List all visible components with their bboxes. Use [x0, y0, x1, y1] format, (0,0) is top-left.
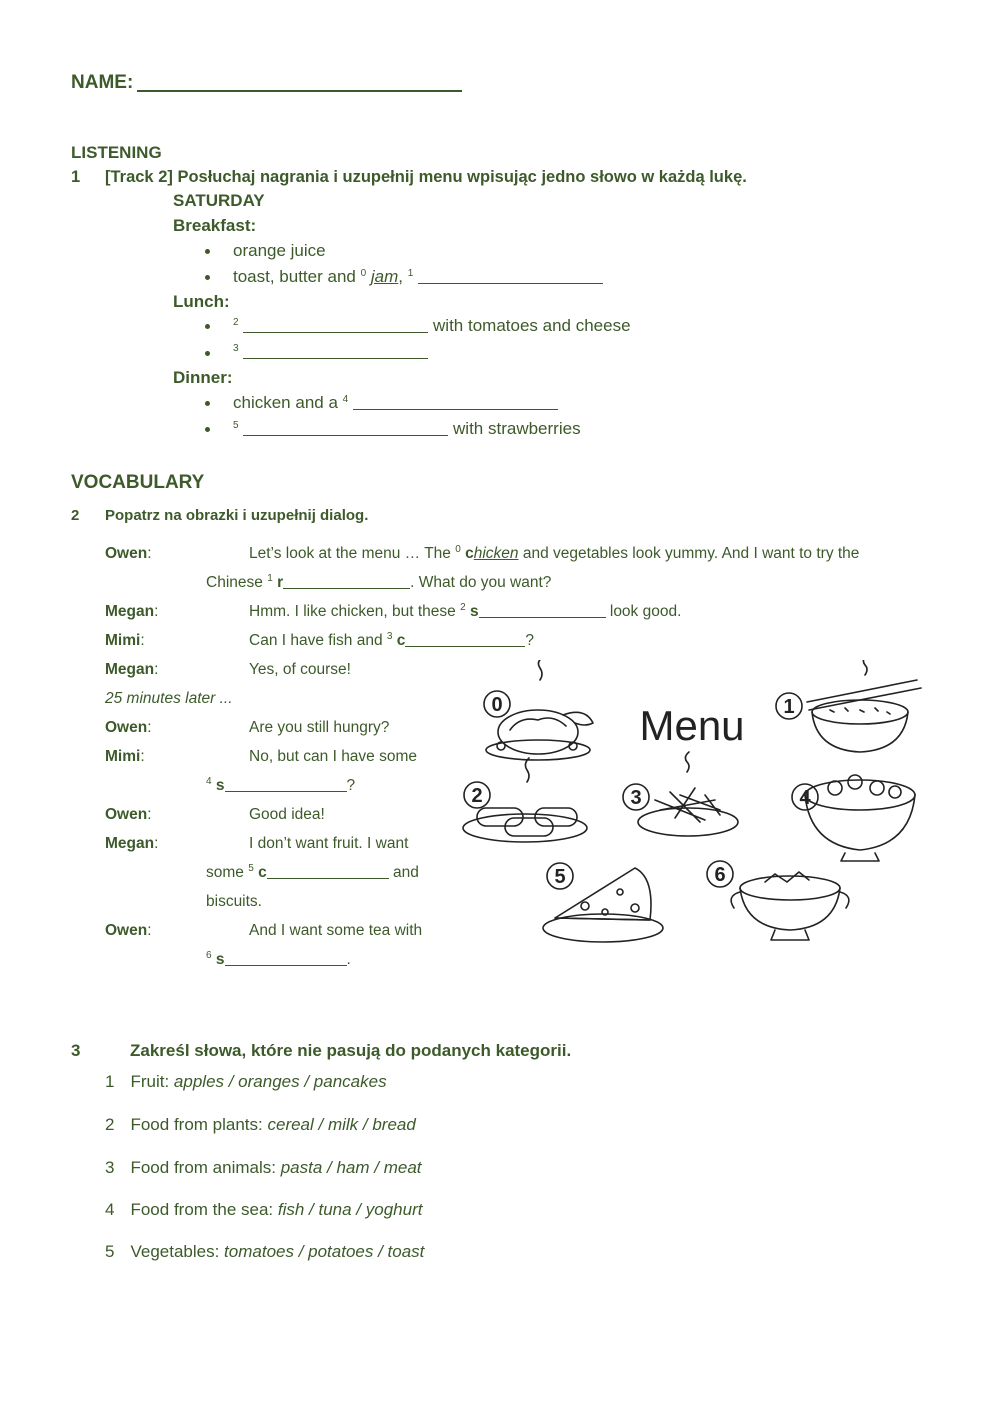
gap-4-blank[interactable]	[353, 395, 558, 410]
speaker-owen: Owen:	[105, 922, 152, 939]
item-text: toast, butter and	[233, 267, 361, 286]
speaker-owen: Owen:	[105, 806, 152, 823]
exercise3-item-2: 2 Food from plants: cereal / milk / bread	[105, 1115, 416, 1134]
speaker-mimi: Mimi:	[105, 632, 145, 649]
gap-number: 2	[233, 317, 239, 328]
listening-instruction: [Track 2] Posłuchaj nagrania i uzupełnij menu wpisując jedno słowo w każdą lukę.	[105, 168, 747, 186]
dialogue-line-9b: $^6$ s .	[206, 950, 351, 968]
menu-number-2: 2	[471, 785, 483, 807]
breakfast-item-2	[233, 267, 603, 287]
gap-number: 1	[407, 268, 414, 279]
vocabulary-instruction: Popatrz na obrazki i uzupełnij dialog.	[105, 507, 369, 524]
bullet	[205, 427, 210, 432]
speaker-owen: Owen:	[105, 545, 152, 562]
gap-number: 0	[360, 268, 367, 279]
word-options[interactable]: apples / oranges / pancakes	[173, 1072, 387, 1091]
vocabulary-number: 2	[71, 507, 80, 524]
word-options[interactable]: pasta / ham / meat	[280, 1158, 422, 1177]
menu-illustration	[455, 660, 930, 960]
item-text: ,	[398, 267, 408, 286]
exercise3-item-5: 5 Vegetables: tomatoes / potatoes / toast	[105, 1242, 425, 1261]
speaker-megan: Megan:	[105, 603, 159, 620]
menu-number-1: 1	[783, 696, 795, 718]
menu-number-6: 6	[714, 864, 726, 886]
dialogue-gap-6[interactable]	[225, 951, 347, 966]
item-text: chicken and a	[233, 393, 343, 412]
speaker-megan: Megan:	[105, 661, 159, 678]
menu-title: Menu	[639, 702, 745, 749]
dialogue-line-2: Hmm. I like chicken, but these $^2$ s look good.	[249, 602, 682, 620]
menu-number-4: 4	[799, 787, 811, 809]
dialogue-gap-4[interactable]	[225, 777, 347, 792]
dialogue-line-3: Can I have fish and $^3$ c ?	[249, 631, 534, 649]
dialogue-line-8: I don’t want fruit. I want	[249, 835, 409, 852]
dinner-heading: Dinner:	[173, 368, 233, 387]
exercise3-item-3: 3 Food from animals: pasta / ham / meat	[105, 1158, 422, 1177]
rice-bowl-picture	[776, 660, 921, 752]
time-note: 25 minutes later ...	[105, 690, 233, 707]
lunch-heading: Lunch:	[173, 292, 230, 311]
menu-number-5: 5	[554, 866, 566, 888]
menu-number-0: 0	[491, 694, 503, 716]
dialogue-line-1: Let’s look at the menu … The $^0$ chicken and vegetables look yummy. And I want to try the	[249, 544, 860, 562]
name-label: NAME:	[71, 72, 134, 93]
bullet	[205, 275, 210, 280]
gap-2-blank[interactable]	[243, 318, 428, 333]
dialogue-gap-2[interactable]	[479, 603, 606, 618]
gap-1-blank[interactable]	[418, 269, 603, 284]
gap-number: 4	[342, 394, 349, 405]
bullet	[205, 249, 210, 254]
example-answer: hicken	[473, 545, 519, 562]
day-heading: SATURDAY	[173, 191, 265, 210]
bullet	[205, 401, 210, 406]
breakfast-heading: Breakfast:	[173, 216, 257, 235]
listening-number: 1	[71, 168, 81, 186]
dialogue-line-8b: some $^5$ c and	[206, 863, 419, 881]
gap-5-blank[interactable]	[243, 421, 448, 436]
item-text: with strawberries	[453, 419, 581, 438]
exercise3-item-4: 4 Food from the sea: fish / tuna / yoghurt	[105, 1200, 423, 1219]
dialogue-line-1b: Chinese $^1$ r . What do you want?	[206, 573, 552, 591]
gap-number: 5	[233, 420, 239, 431]
dialogue-line-7: Good idea!	[249, 806, 325, 823]
word-options[interactable]: fish / tuna / yoghurt	[277, 1200, 423, 1219]
dialogue-line-4: Yes, of course!	[249, 661, 351, 678]
dialogue-line-5: Are you still hungry?	[249, 719, 390, 736]
lunch-item-2	[233, 342, 428, 362]
dialogue-line-6: No, but can I have some	[249, 748, 418, 765]
example-answer: jam	[370, 267, 399, 286]
word-options[interactable]: cereal / milk / bread	[267, 1115, 416, 1134]
dialogue-line-6b: $^4$ s ?	[206, 776, 356, 794]
word-options[interactable]: tomatoes / potatoes / toast	[224, 1242, 425, 1261]
name-field	[71, 70, 462, 94]
speaker-owen: Owen:	[105, 719, 152, 736]
bullet	[205, 351, 210, 356]
exercise3-item-1: 1 Fruit: apples / oranges / pancakes	[105, 1072, 387, 1091]
gap-3-blank[interactable]	[243, 344, 428, 359]
listening-heading: LISTENING	[71, 143, 162, 162]
dinner-item-1	[233, 393, 558, 413]
dialogue-gap-5[interactable]	[267, 864, 389, 879]
dialogue-line-8c: biscuits.	[206, 893, 262, 910]
breakfast-item-1: orange juice	[233, 241, 326, 260]
dialogue-gap-3[interactable]	[405, 632, 525, 647]
name-input-line[interactable]	[137, 70, 462, 92]
menu-number-3: 3	[630, 787, 642, 809]
gap-number: 3	[233, 343, 239, 354]
lunch-item-1	[233, 316, 631, 336]
dinner-item-2	[233, 419, 581, 439]
exercise3-instruction: Zakreśl słowa, które nie pasują do podanych kategorii.	[130, 1041, 572, 1060]
soup-tureen-picture	[707, 861, 849, 940]
dialogue-gap-1[interactable]	[283, 574, 410, 589]
dialogue-line-9: And I want some tea with	[249, 922, 423, 939]
vocabulary-heading: VOCABULARY	[71, 472, 205, 493]
speaker-mimi: Mimi:	[105, 748, 145, 765]
speaker-megan: Megan:	[105, 835, 159, 852]
bullet	[205, 324, 210, 329]
exercise3-number: 3	[71, 1041, 81, 1060]
item-text: with tomatoes and cheese	[433, 316, 631, 335]
